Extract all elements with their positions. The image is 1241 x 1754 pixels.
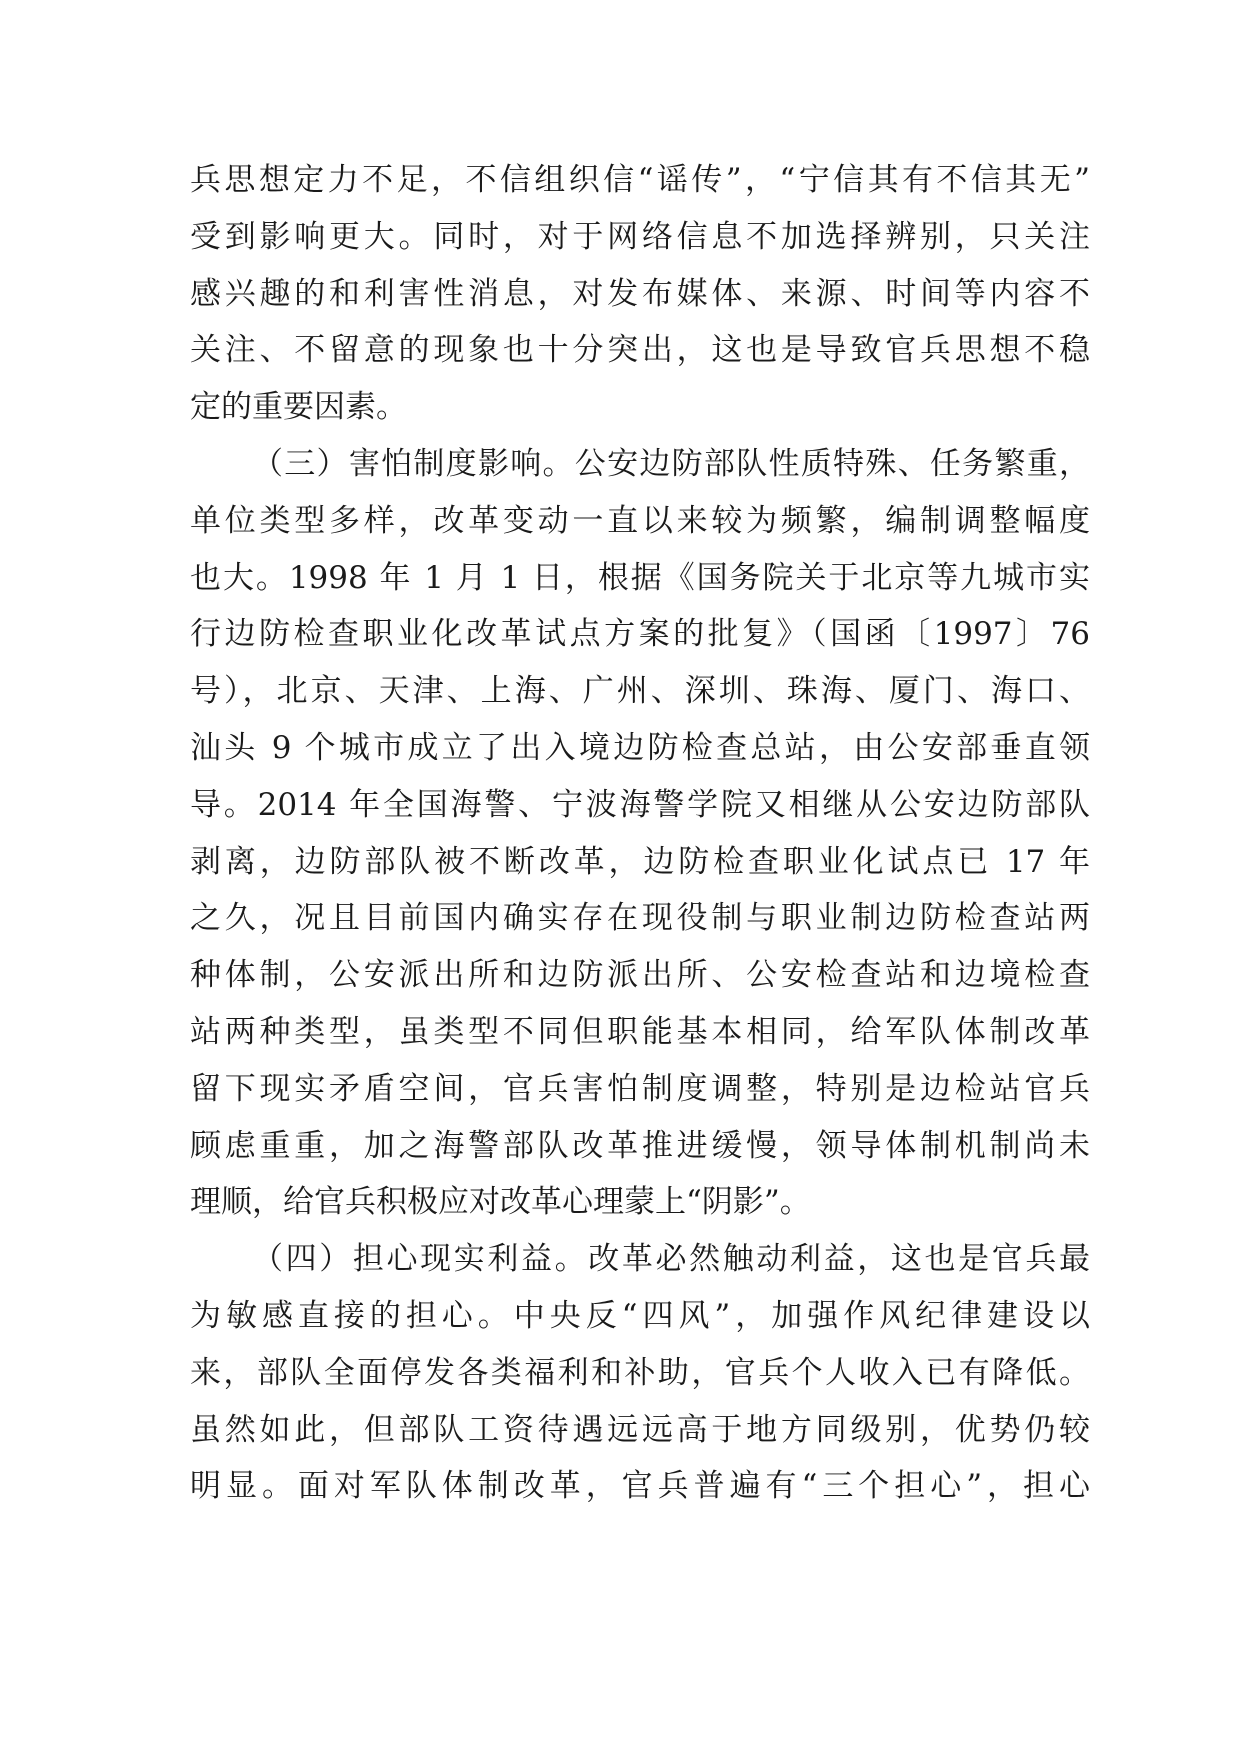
text-line: 单位类型多样，改革变动一直以来较为频繁，编制调整幅度 xyxy=(190,502,1090,539)
text-line: 也大。1998 年 1 月 1 日，根据《国务院关于北京等九城市实 xyxy=(190,559,1090,596)
section-heading-line: （四）担心现实利益。改革必然触动利益，这也是官兵最 xyxy=(252,1241,1090,1278)
text-line: 留下现实矛盾空间，官兵害怕制度调整，特别是边检站官兵 xyxy=(190,1070,1090,1107)
text-line: 兵思想定力不足，不信组织信“谣传”，“宁信其有不信其无” xyxy=(190,162,1090,198)
text-line: 行边防检查职业化改革试点方案的批复》（国函〔1997〕76 xyxy=(190,616,1090,653)
text-line: 号），北京、天津、上海、广州、深圳、珠海、厦门、海口、 xyxy=(190,673,1090,710)
text-line: 定的重要因素。 xyxy=(190,389,407,426)
text-line: 剥离，边防部队被不断改革，边防检查职业化试点已 17 年 xyxy=(190,843,1090,880)
text-line: 理顺，给官兵积极应对改革心理蒙上“阴影”。 xyxy=(190,1184,811,1221)
body-text xyxy=(190,152,1090,1515)
text-line: 虽然如此，但部队工资待遇远远高于地方同级别，优势仍较 xyxy=(190,1411,1090,1448)
text-line: 感兴趣的和利害性消息，对发布媒体、来源、时间等内容不 xyxy=(190,275,1090,312)
text-line: 之久，况且目前国内确实存在现役制与职业制边防检查站两 xyxy=(190,900,1090,937)
text-line: 受到影响更大。同时，对于网络信息不加选择辨别，只关注 xyxy=(190,218,1090,255)
text-line: 导。2014 年全国海警、宁波海警学院又相继从公安边防部队 xyxy=(190,786,1090,823)
text-line: 汕头 9 个城市成立了出入境边防检查总站，由公安部垂直领 xyxy=(190,729,1090,766)
text-line: 来，部队全面停发各类福利和补助，官兵个人收入已有降低。 xyxy=(190,1354,1090,1391)
text-line: 明显。面对军队体制改革，官兵普遍有“三个担心”，担心 xyxy=(190,1468,1090,1505)
text-line: 关注、不留意的现象也十分突出，这也是导致官兵思想不稳 xyxy=(190,332,1090,369)
text-line: 站两种类型，虽类型不同但职能基本相同，给军队体制改革 xyxy=(190,1013,1090,1050)
text-line: 种体制，公安派出所和边防派出所、公安检查站和边境检查 xyxy=(190,957,1090,994)
text-line: 为敏感直接的担心。中央反“四风”，加强作风纪律建设以 xyxy=(190,1297,1090,1334)
section-heading-line: （三）害怕制度影响。公安边防部队性质特殊、任务繁重， xyxy=(252,445,1090,482)
text-line: 顾虑重重，加之海警部队改革推进缓慢，领导体制机制尚未 xyxy=(190,1127,1090,1164)
